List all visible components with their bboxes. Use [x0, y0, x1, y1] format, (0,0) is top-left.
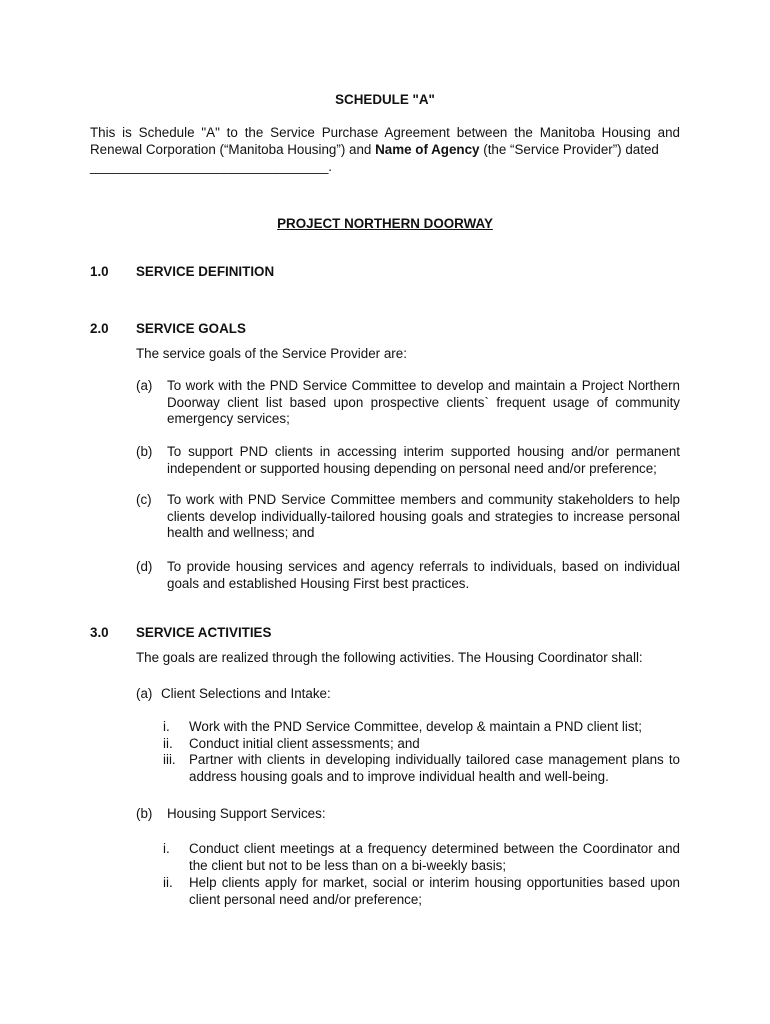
project-title: PROJECT NORTHERN DOORWAY	[277, 216, 493, 231]
goal-text: To work with PND Service Committee members and community stakeholders to help clients develop individually-tailored housing goals and strategies to increase personal health and wellness; and	[167, 492, 680, 540]
date-blank: ________________________________.	[90, 159, 333, 174]
goal-label: (a)	[136, 378, 153, 393]
roman-numeral: iii.	[163, 752, 176, 767]
roman-numeral: i.	[163, 719, 170, 734]
activity-a-label: (a)	[136, 686, 153, 701]
intro-text-1: This is Schedule "A" to the Service Purchase Agreement between the Manitoba Housing and Renewal Corporation (“Manitoba Housing”) and	[90, 125, 680, 157]
section-2-number: 2.0	[90, 321, 109, 336]
roman-numeral: ii.	[163, 875, 173, 890]
goal-label: (b)	[136, 444, 153, 459]
section-3-title: SERVICE ACTIVITIES	[136, 625, 272, 640]
intro-text-2: (the “Service Provider”) dated	[479, 141, 659, 157]
goal-text: To work with the PND Service Committee to develop and maintain a Project Northern Doorway client list based upon prospective clients` frequent usage of community emergency services;	[167, 378, 680, 426]
goal-text: To support PND clients in accessing interim supported housing and/or permanent independent or supported housing depending on personal need and/or preference;	[167, 444, 680, 476]
section-1-title: SERVICE DEFINITION	[136, 264, 275, 279]
activity-item: Partner with clients in developing individually tailored case management plans to address housing goals and to improve individual health and well-being.	[189, 752, 680, 784]
activity-item: Work with the PND Service Committee, develop & maintain a PND client list;	[189, 719, 642, 734]
section-3-number: 3.0	[90, 625, 109, 640]
section-2-title: SERVICE GOALS	[136, 321, 246, 336]
section-2-lead: The service goals of the Service Provider are:	[136, 346, 407, 361]
section-1-number: 1.0	[90, 264, 109, 279]
activity-b-label: (b)	[136, 806, 153, 821]
activity-item: Conduct initial client assessments; and	[189, 736, 420, 751]
goal-label: (d)	[136, 559, 153, 574]
agency-name: Name of Agency	[375, 141, 480, 157]
intro-paragraph	[90, 125, 680, 158]
activity-item: Help clients apply for market, social or interim housing opportunities based upon client personal need and/or preference;	[189, 875, 680, 907]
activity-a-title: Client Selections and Intake:	[161, 686, 331, 701]
goal-label: (c)	[136, 492, 152, 507]
activity-item: Conduct client meetings at a frequency determined between the Coordinator and the client but not to be less than on a bi-weekly basis;	[189, 841, 680, 873]
roman-numeral: ii.	[163, 736, 173, 751]
section-3-lead: The goals are realized through the following activities. The Housing Coordinator shall:	[136, 650, 643, 665]
schedule-title: SCHEDULE "A"	[335, 92, 435, 107]
activity-b-title: Housing Support Services:	[167, 806, 326, 821]
roman-numeral: i.	[163, 841, 170, 856]
goal-text: To provide housing services and agency referrals to individuals, based on individual goals and established Housing First best practices.	[167, 559, 680, 591]
